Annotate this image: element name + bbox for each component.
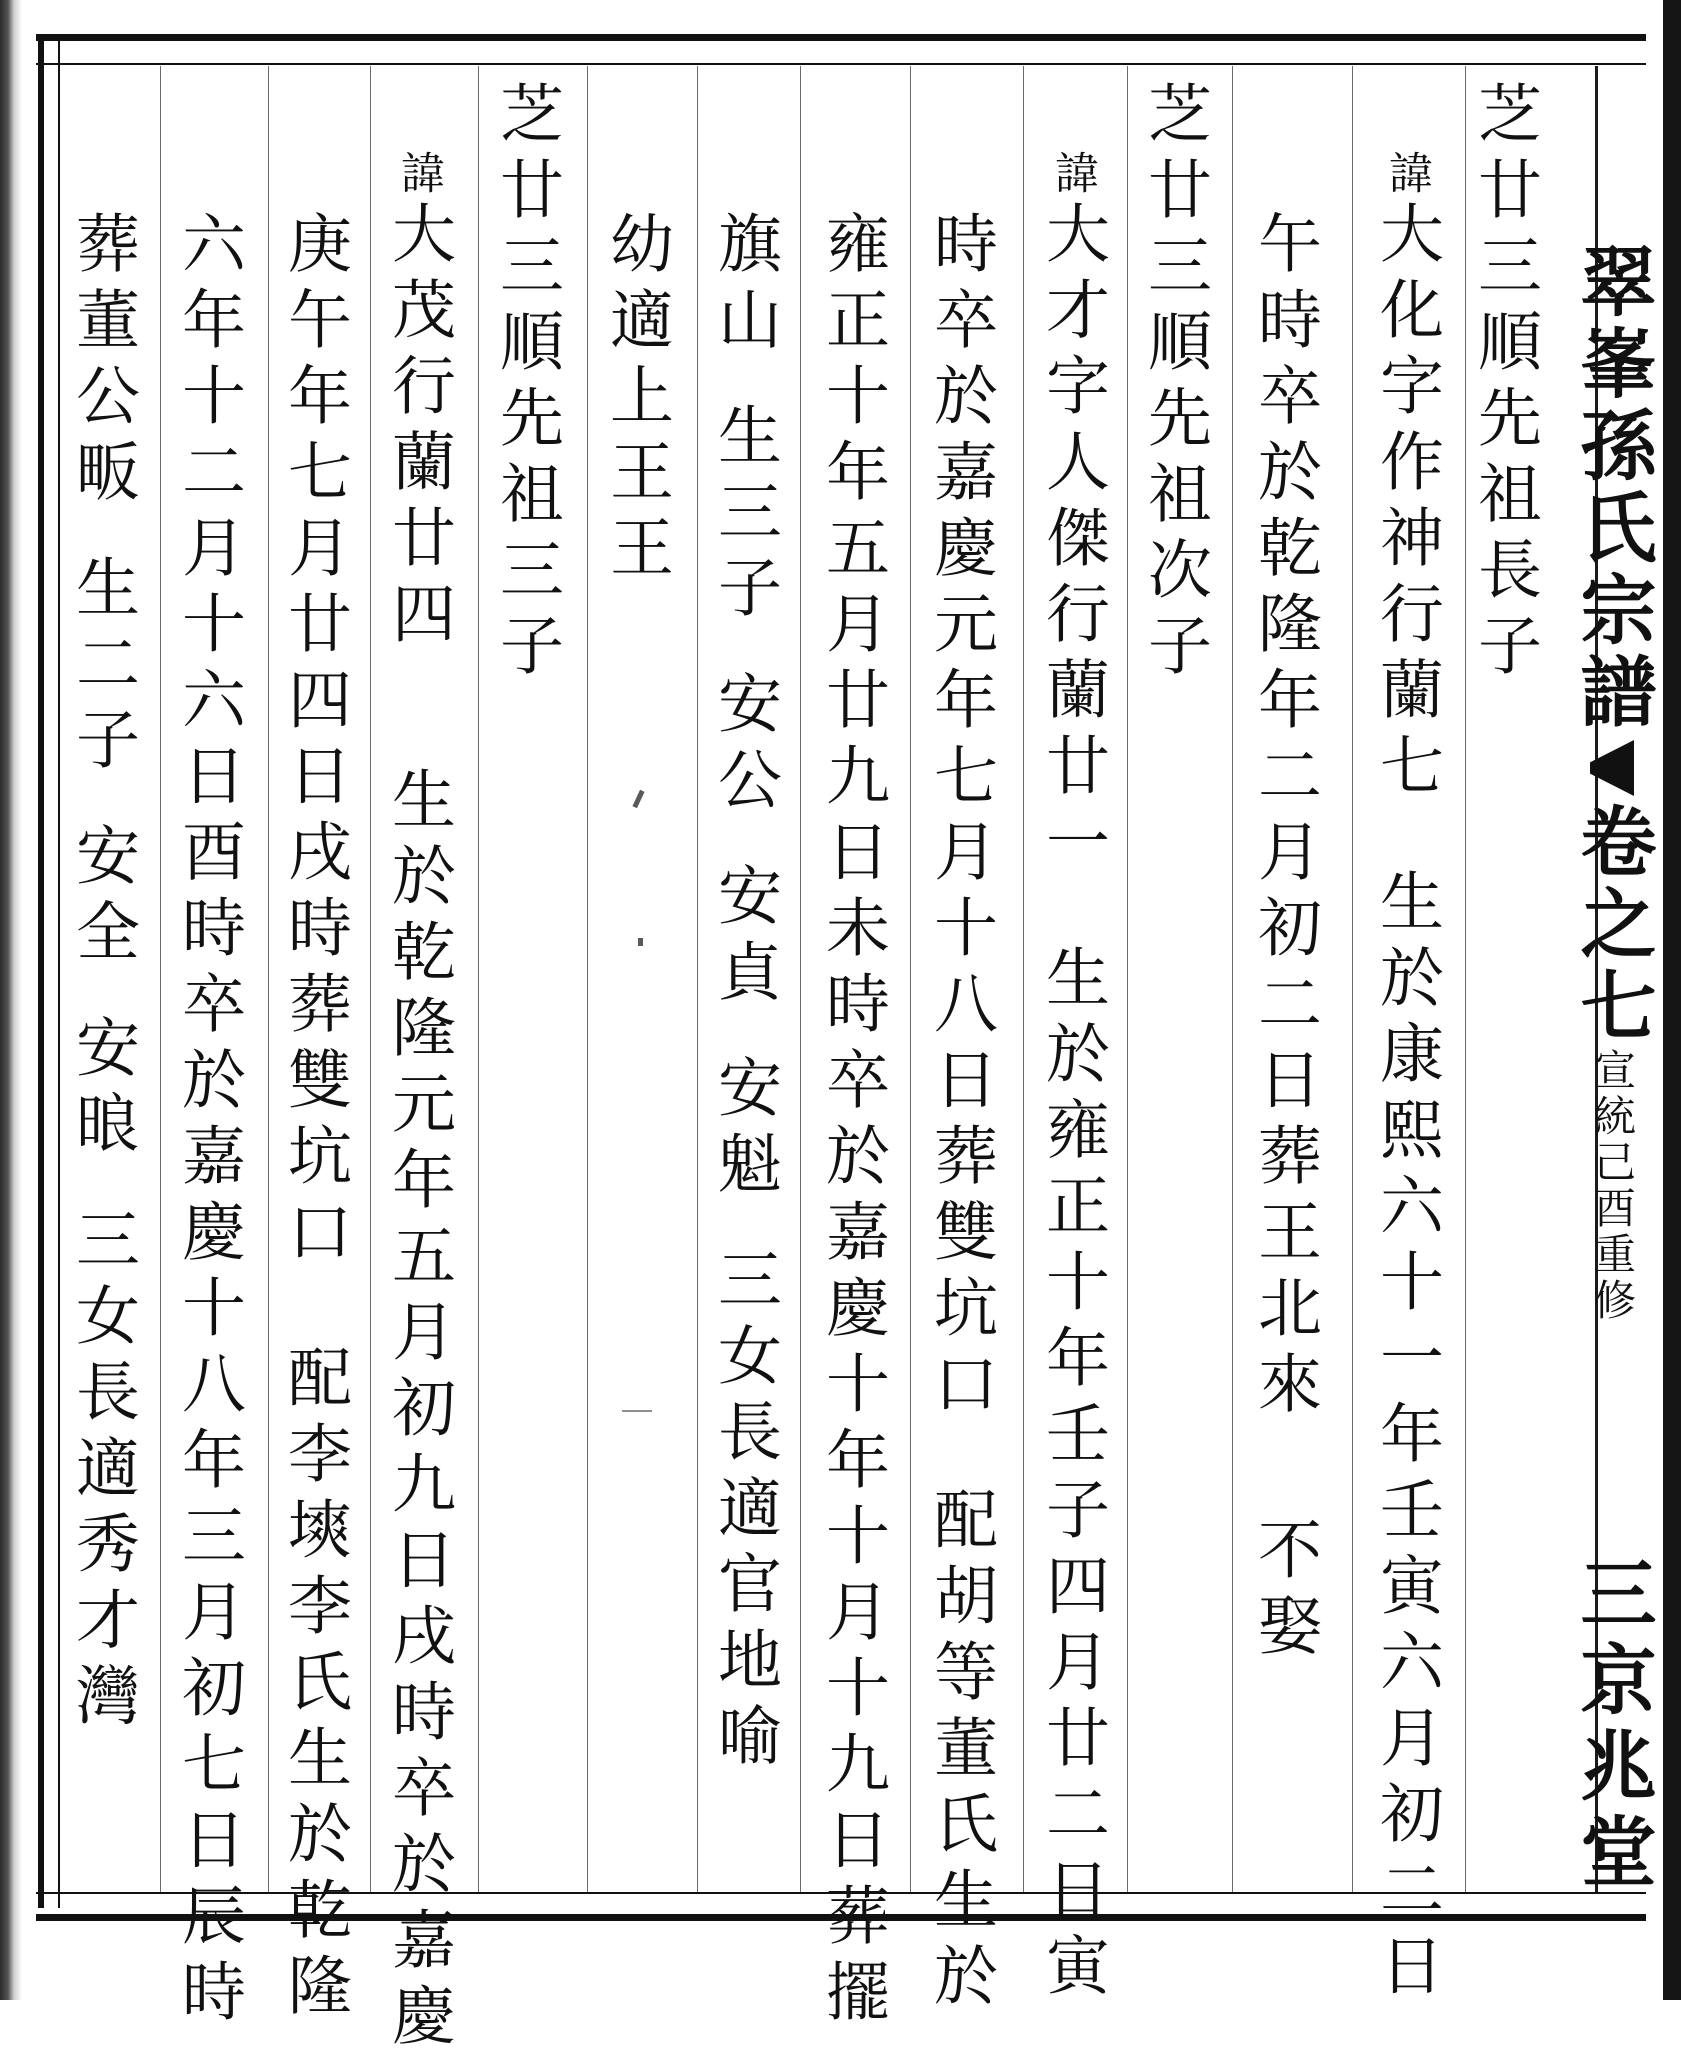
column-rule bbox=[268, 66, 269, 1892]
page-number: 三 bbox=[1568, 1554, 1657, 1640]
fish-tail-mark bbox=[1590, 740, 1634, 796]
entry2-birth: 生於雍正十年壬子四月廿二日寅 bbox=[1035, 944, 1109, 2008]
column-rule bbox=[478, 66, 479, 1892]
entry2-name-column bbox=[1035, 150, 1109, 2008]
entry3-heading: 芝廿三順先祖三子 bbox=[489, 80, 563, 688]
column-rule bbox=[1127, 66, 1128, 1892]
entry3-spouse: 配李塽李氏生於乾隆 bbox=[277, 1344, 351, 2028]
column-rule bbox=[1465, 66, 1466, 1892]
entry2-children-column bbox=[707, 210, 781, 1778]
entry2-son1: 安公 bbox=[707, 670, 781, 822]
entry2-burial-place: 旗山 bbox=[707, 210, 781, 362]
entry3-death: 庚午年七月廿四日戌時葬雙坑口 bbox=[277, 210, 351, 1274]
entry3-son2: 安㫰 bbox=[65, 1014, 139, 1166]
column-rule bbox=[587, 66, 588, 1892]
ink-speck bbox=[622, 1410, 652, 1412]
column-rule bbox=[160, 66, 161, 1892]
entry2-heading: 芝廿三順先祖次子 bbox=[1137, 80, 1211, 688]
hall-name: 京兆堂 bbox=[1568, 1640, 1657, 1898]
ink-speck bbox=[632, 790, 644, 808]
entry2-son2: 安貞 bbox=[707, 862, 781, 1014]
entry3-death-column bbox=[277, 210, 351, 2028]
entry2-daughter2: 幼適上王王 bbox=[599, 210, 673, 590]
column-rule bbox=[910, 66, 911, 1892]
entry3-burial: 葬董公畈 bbox=[65, 210, 139, 514]
entry1-continuation: 午時卒於乾隆年二月初二日葬王北來 bbox=[1247, 210, 1321, 1426]
column-rule bbox=[1023, 66, 1024, 1892]
entry1-name-line: 大化字作神行蘭七 bbox=[1369, 200, 1443, 808]
entry2-death: 時卒於嘉慶元年七月十八日葬雙坑口 bbox=[923, 210, 997, 1426]
entry1-label: 諱 bbox=[1381, 150, 1432, 200]
entry2-spouse-birth: 雍正十年五月廿九日未時卒於嘉慶十年十月十九日葬擺 bbox=[815, 210, 889, 2034]
entry3-children-column bbox=[65, 210, 139, 1738]
entry2-death-column bbox=[923, 210, 997, 2018]
border-top bbox=[36, 34, 1646, 65]
entry3-son1: 安全 bbox=[65, 822, 139, 974]
border-left bbox=[38, 40, 60, 1908]
entry3-name-column bbox=[381, 150, 455, 2058]
entry2-sons: 生三子 bbox=[707, 402, 781, 630]
column-rule bbox=[1232, 66, 1233, 1892]
edition-note: 宣統己酉重修 bbox=[1588, 1048, 1637, 1324]
entry1-note: 不娶 bbox=[1247, 1516, 1321, 1668]
page-edge-left bbox=[0, 0, 22, 2000]
entry3-name-line: 大茂行蘭廿四 bbox=[381, 200, 455, 656]
header-column bbox=[1568, 70, 1681, 1898]
column-rule bbox=[697, 66, 698, 1892]
entry1-birth: 生於康熙六十一年壬寅六月初二日 bbox=[1369, 868, 1443, 2008]
entry3-spouse-birth: 六年十二月十六日酉時卒於嘉慶十八年三月初七日辰時 bbox=[171, 210, 245, 2034]
entry2-spouse: 配胡等董氏生於 bbox=[923, 1486, 997, 2018]
volume-number: 卷之七 bbox=[1568, 802, 1657, 1048]
ink-speck bbox=[638, 938, 643, 946]
column-rule bbox=[1352, 66, 1353, 1892]
entry3-label: 諱 bbox=[393, 150, 444, 200]
column-rule bbox=[800, 66, 801, 1892]
genealogy-title: 翠峯孫氏宗譜 bbox=[1568, 242, 1657, 734]
entry1-heading: 芝廿三順先祖長子 bbox=[1467, 80, 1541, 688]
entry2-label: 諱 bbox=[1047, 150, 1098, 200]
entry2-son3: 安魁 bbox=[707, 1054, 781, 1206]
entry2-daughters: 三女長適官地喻 bbox=[707, 1246, 781, 1778]
entry2-name-line: 大才字人傑行蘭廿一 bbox=[1035, 200, 1109, 884]
entry3-daughters: 三女長適秀才灣 bbox=[65, 1206, 139, 1738]
entry3-birth: 生於乾隆元年五月初九日戌時卒於嘉慶 bbox=[381, 766, 455, 2058]
entry3-sons: 生二子 bbox=[65, 554, 139, 782]
entry1-continuation-column bbox=[1247, 210, 1321, 1668]
entry1-name-column bbox=[1369, 150, 1443, 2008]
column-rule bbox=[370, 66, 371, 1892]
